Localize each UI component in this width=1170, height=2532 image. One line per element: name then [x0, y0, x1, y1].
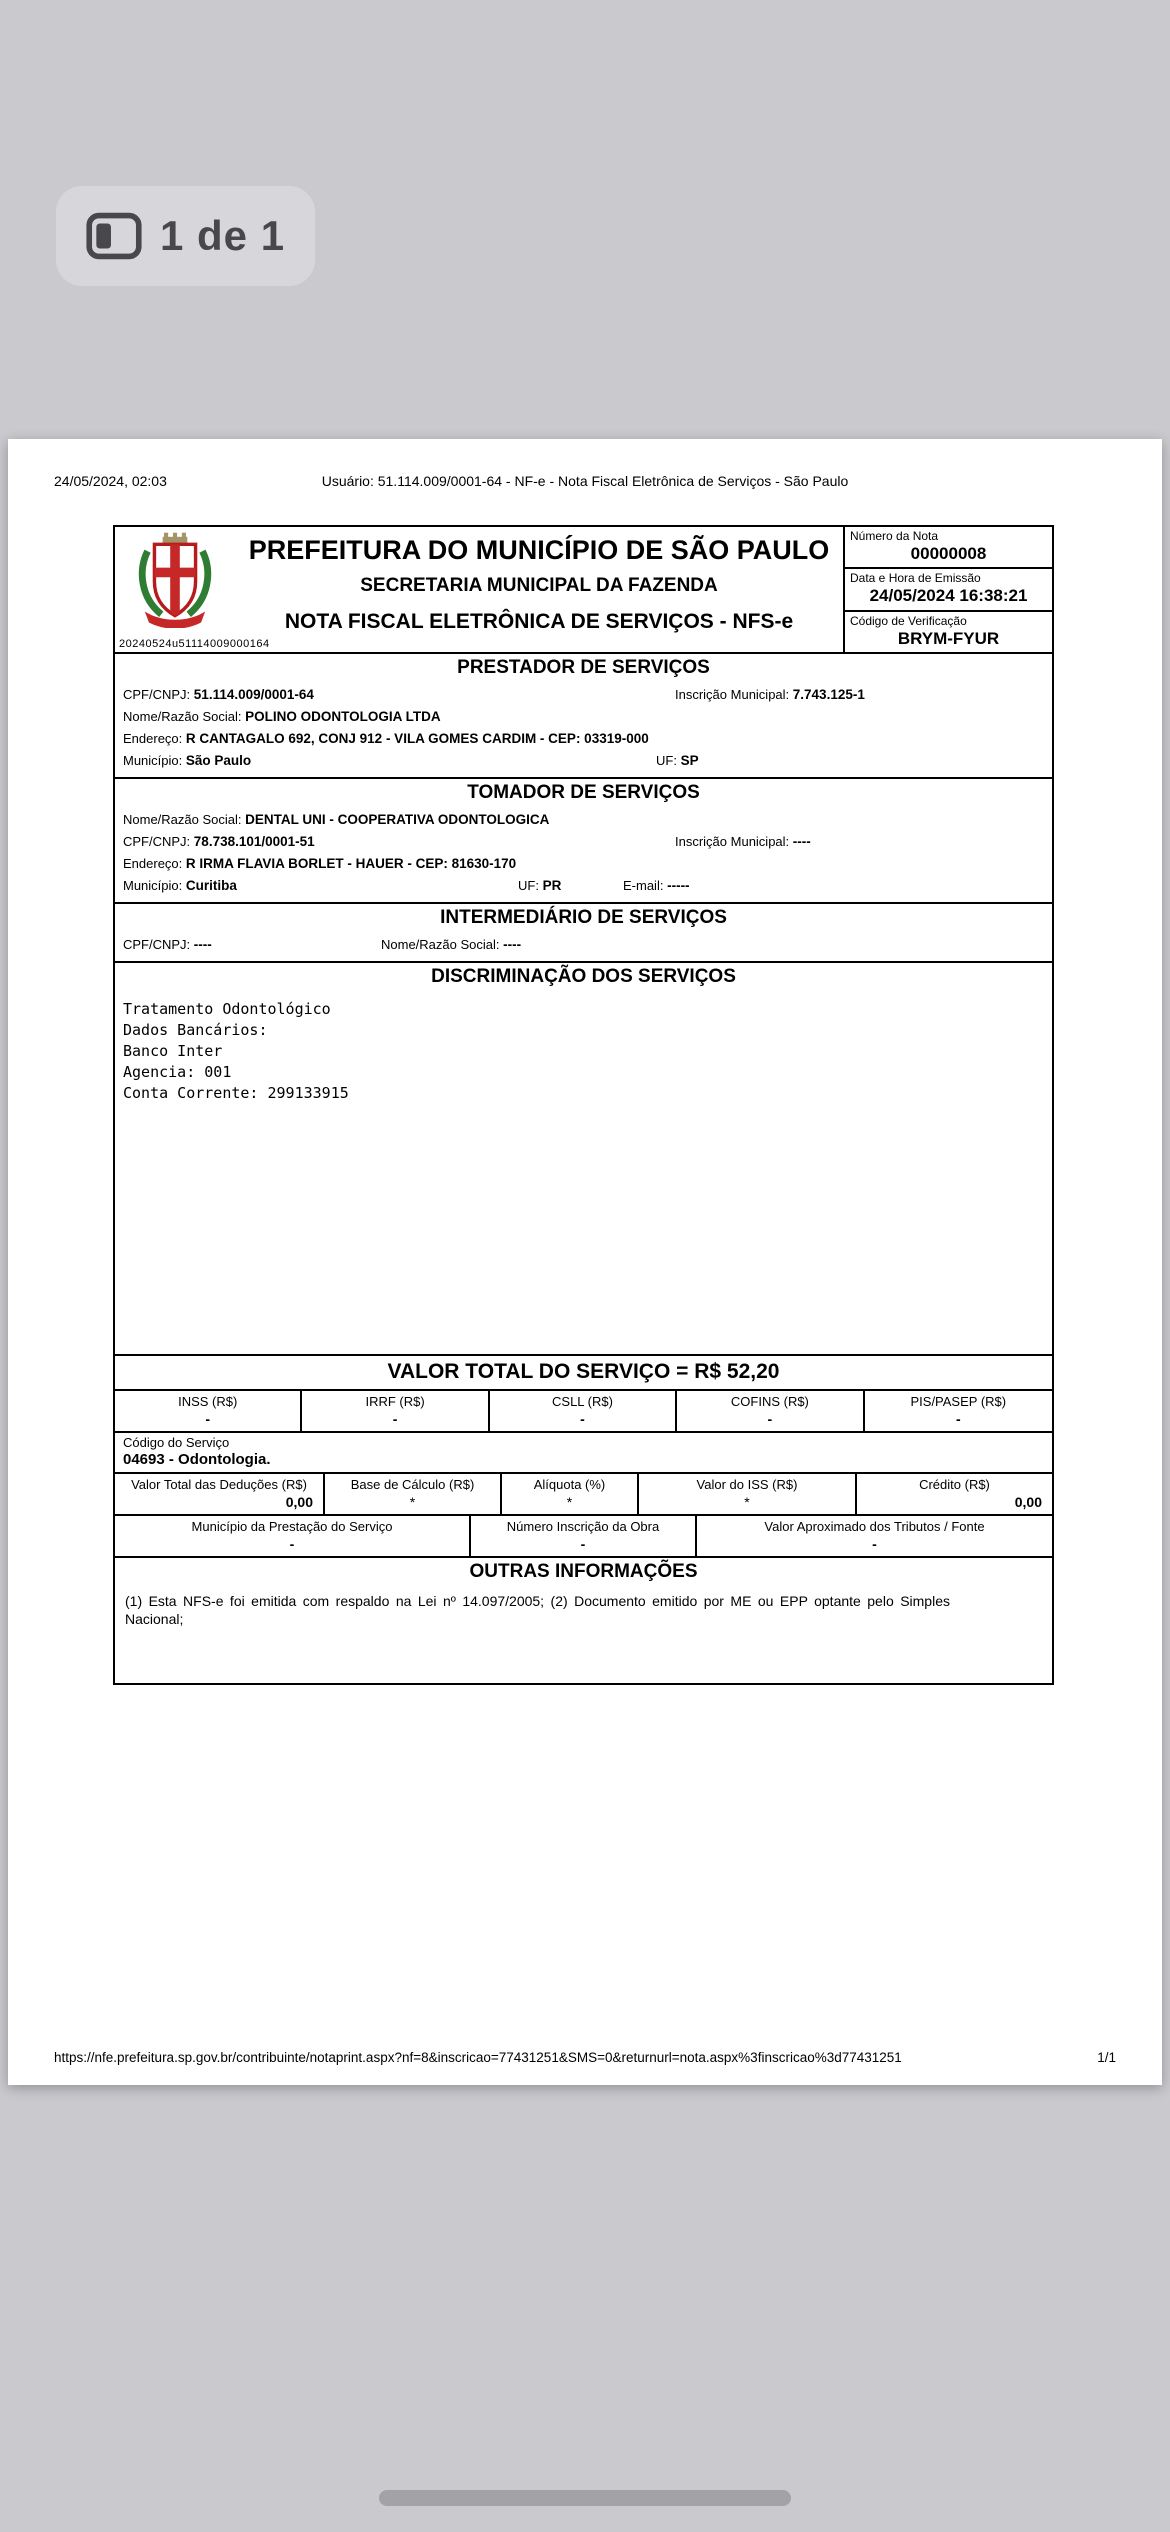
emission-label: Data e Hora de Emissão: [850, 571, 981, 586]
calc-cell-credito: [857, 1474, 1052, 1514]
prestador-cpf-label: CPF/CNPJ:: [123, 687, 191, 702]
extra-cell-municipio: [115, 1516, 471, 1556]
invoice-title-block: [235, 527, 843, 652]
logo-cell: [115, 527, 235, 652]
tomador-endereco-row: [115, 853, 1052, 875]
invoice-meta: [843, 527, 1052, 652]
verification-label: Código de Verificação: [850, 613, 967, 628]
print-footer-url: https://nfe.prefeitura.sp.gov.br/contribuinte/notaprint.aspx?nf=8&inscricao=77431251&SMS=0&returnurl=nota.aspx%3finscricao%3d77431251: [54, 2050, 902, 2065]
extra-header: Valor Aproximado dos Tributos / Fonte: [764, 1519, 985, 1534]
tomador-cpf-label: CPF/CNPJ:: [123, 834, 191, 849]
tomador-email-label: E-mail:: [623, 878, 664, 893]
prestador-endereco-value: R CANTAGALO 692, CONJ 912 - VILA GOMES CARDIM - CEP: 03319-000: [185, 731, 649, 746]
tomador-nome-row: [115, 809, 1052, 831]
document-title: NOTA FISCAL ELETRÔNICA DE SERVIÇOS - NFS-e: [284, 610, 794, 633]
secretariat-title: SECRETARIA MUNICIPAL DA FAZENDA: [360, 575, 718, 596]
extra-value: -: [580, 1536, 586, 1552]
prestador-cpf-value: 51.114.009/0001-64: [193, 687, 314, 702]
service-line: Conta Corrente: 299133915: [123, 1084, 349, 1102]
print-datetime: 24/05/2024, 02:03: [54, 473, 167, 489]
tax-table: [115, 1389, 1052, 1431]
tomador-nome-label: Nome/Razão Social:: [123, 812, 242, 827]
prestador-nome-label: Nome/Razão Social:: [123, 709, 242, 724]
prestador-uf-value: SP: [680, 753, 699, 768]
extra-header: Número Inscrição da Obra: [506, 1519, 660, 1534]
intermediario-cpf-label: CPF/CNPJ:: [123, 937, 191, 952]
tomador-im-value: ----: [792, 834, 811, 849]
tax-value: -: [767, 1411, 773, 1427]
calc-header: Valor Total das Deduções (R$): [131, 1477, 307, 1492]
verification-value: BRYM-FYUR: [897, 628, 1000, 648]
extra-cell-tributos: [697, 1516, 1052, 1556]
tomador-endereco-label: Endereço:: [123, 856, 183, 871]
intermediario-cpf-value: ----: [193, 937, 212, 952]
tomador-im-label: Inscrição Municipal:: [675, 834, 790, 849]
nota-number-value: 00000008: [910, 544, 987, 563]
calc-value: *: [409, 1494, 416, 1510]
service-line: Agencia: 001: [123, 1063, 232, 1081]
outras-text: (1) Esta NFS-e foi emitida com respaldo na Lei nº 14.097/2005; (2) Documento emitido por ME ou EPP optante pelo Simples Nacional;: [125, 1593, 950, 1627]
nota-number-box: [845, 527, 1052, 569]
intermediario-nome-value: ----: [503, 937, 522, 952]
tax-cell-inss: [115, 1391, 302, 1431]
thumbnails-icon: [86, 212, 142, 260]
print-footer: [54, 2050, 1116, 2065]
prestador-cpf-row: [115, 684, 1052, 706]
tax-header: IRRF (R$): [365, 1394, 425, 1409]
page-indicator-badge[interactable]: [56, 186, 315, 286]
nfse-invoice: [113, 525, 1054, 1685]
calc-value: 0,00: [285, 1494, 313, 1510]
calc-value: *: [566, 1494, 573, 1510]
tax-cell-cofins: [677, 1391, 864, 1431]
prestador-uf-label: UF:: [656, 753, 677, 768]
calc-header: Valor do ISS (R$): [696, 1477, 798, 1492]
service-code-value: 04693 - Odontologia.: [123, 1451, 271, 1468]
discriminacao-section-title: DISCRIMINAÇÃO DOS SERVIÇOS: [115, 961, 1052, 991]
print-header: [54, 473, 1116, 493]
tomador-section: [115, 807, 1052, 902]
tax-header: PIS/PASEP (R$): [910, 1394, 1007, 1409]
tomador-cpf-row: [115, 831, 1052, 853]
city-title: PREFEITURA DO MUNICÍPIO DE SÃO PAULO: [248, 535, 830, 565]
prestador-endereco-row: [115, 728, 1052, 750]
tax-header: INSS (R$): [178, 1394, 238, 1409]
emission-box: [845, 569, 1052, 611]
tax-cell-irrf: [302, 1391, 489, 1431]
tomador-uf-value: PR: [542, 878, 562, 893]
tomador-municipio-value: Curitiba: [185, 878, 237, 893]
extra-header: Município da Prestação do Serviço: [191, 1519, 393, 1534]
calc-cell-iss: [639, 1474, 857, 1514]
calc-value: 0,00: [1014, 1494, 1042, 1510]
calc-value: *: [744, 1494, 750, 1510]
service-description: [115, 991, 1052, 1354]
intermediario-section: [115, 932, 1052, 961]
tomador-uf-label: UF:: [518, 878, 539, 893]
calc-cell-base: [325, 1474, 502, 1514]
tax-header: COFINS (R$): [730, 1394, 809, 1409]
prestador-endereco-label: Endereço:: [123, 731, 183, 746]
intermediario-nome-label: Nome/Razão Social:: [381, 937, 500, 952]
intermediario-section-title: INTERMEDIÁRIO DE SERVIÇOS: [115, 902, 1052, 932]
calc-cell-deducoes: [115, 1474, 325, 1514]
prestador-nome-value: POLINO ODONTOLOGIA LTDA: [245, 709, 441, 724]
nota-number-label: Número da Nota: [850, 529, 939, 543]
calc-cell-aliquota: [502, 1474, 639, 1514]
service-code-block: [115, 1431, 1052, 1472]
service-line: Tratamento Odontológico: [123, 1000, 331, 1018]
tax-value: -: [392, 1411, 398, 1427]
prestador-nome-row: [115, 706, 1052, 728]
tomador-municipio-row: [115, 875, 1052, 897]
extra-value: -: [289, 1536, 295, 1552]
tax-value: -: [580, 1411, 585, 1427]
service-code-label: Código do Serviço: [123, 1435, 230, 1450]
service-line: Dados Bancários:: [123, 1021, 268, 1039]
prestador-municipio-value: São Paulo: [185, 753, 252, 768]
tomador-endereco-value: R IRMA FLAVIA BORLET - HAUER - CEP: 81630-170: [185, 856, 517, 871]
prestador-municipio-label: Município:: [123, 753, 183, 768]
tax-value: -: [205, 1411, 211, 1427]
tax-cell-csll: [490, 1391, 677, 1431]
calc-header: Base de Cálculo (R$): [350, 1477, 475, 1492]
extra-cell-obra: [471, 1516, 697, 1556]
home-indicator[interactable]: [379, 2490, 791, 2506]
calc-header: Crédito (R$): [919, 1477, 990, 1492]
verification-box: [845, 612, 1052, 652]
tomador-section-title: TOMADOR DE SERVIÇOS: [115, 777, 1052, 807]
outras-section-title: OUTRAS INFORMAÇÕES: [115, 1556, 1052, 1586]
prestador-section: [115, 682, 1052, 777]
intermediario-row: [115, 934, 1052, 956]
tomador-email-value: -----: [667, 878, 690, 893]
barcode-text: 20240524u51114009000164: [119, 638, 270, 650]
sao-paulo-coat-of-arms-icon: [131, 532, 219, 628]
print-title: Usuário: 51.114.009/0001-64 - NF-e - Nota Fiscal Eletrônica de Serviços - São Paulo: [321, 473, 849, 489]
tax-value: -: [955, 1411, 961, 1427]
tomador-nome-value: DENTAL UNI - COOPERATIVA ODONTOLOGICA: [245, 812, 550, 827]
extra-info-table: [115, 1514, 1052, 1556]
prestador-im-value: 7.743.125-1: [792, 687, 865, 702]
tomador-cpf-value: 78.738.101/0001-51: [193, 834, 315, 849]
tax-header: CSLL (R$): [552, 1394, 613, 1409]
calc-header: Alíquota (%): [533, 1477, 606, 1492]
tomador-municipio-label: Município:: [123, 878, 183, 893]
extra-value: -: [872, 1536, 877, 1552]
calculation-table: [115, 1472, 1052, 1514]
emission-value: 24/05/2024 16:38:21: [869, 586, 1028, 606]
prestador-municipio-row: [115, 750, 1052, 772]
pdf-page: [8, 439, 1162, 2085]
prestador-im-label: Inscrição Municipal:: [675, 687, 790, 702]
tax-cell-pis: [865, 1391, 1052, 1431]
prestador-section-title: PRESTADOR DE SERVIÇOS: [115, 652, 1052, 682]
total-value: VALOR TOTAL DO SERVIÇO = R$ 52,20: [115, 1354, 1052, 1389]
page-indicator-label: 1 de 1: [160, 212, 286, 259]
service-line: Banco Inter: [123, 1042, 223, 1060]
print-footer-page: 1/1: [1097, 2050, 1116, 2065]
invoice-header: [115, 527, 1052, 652]
